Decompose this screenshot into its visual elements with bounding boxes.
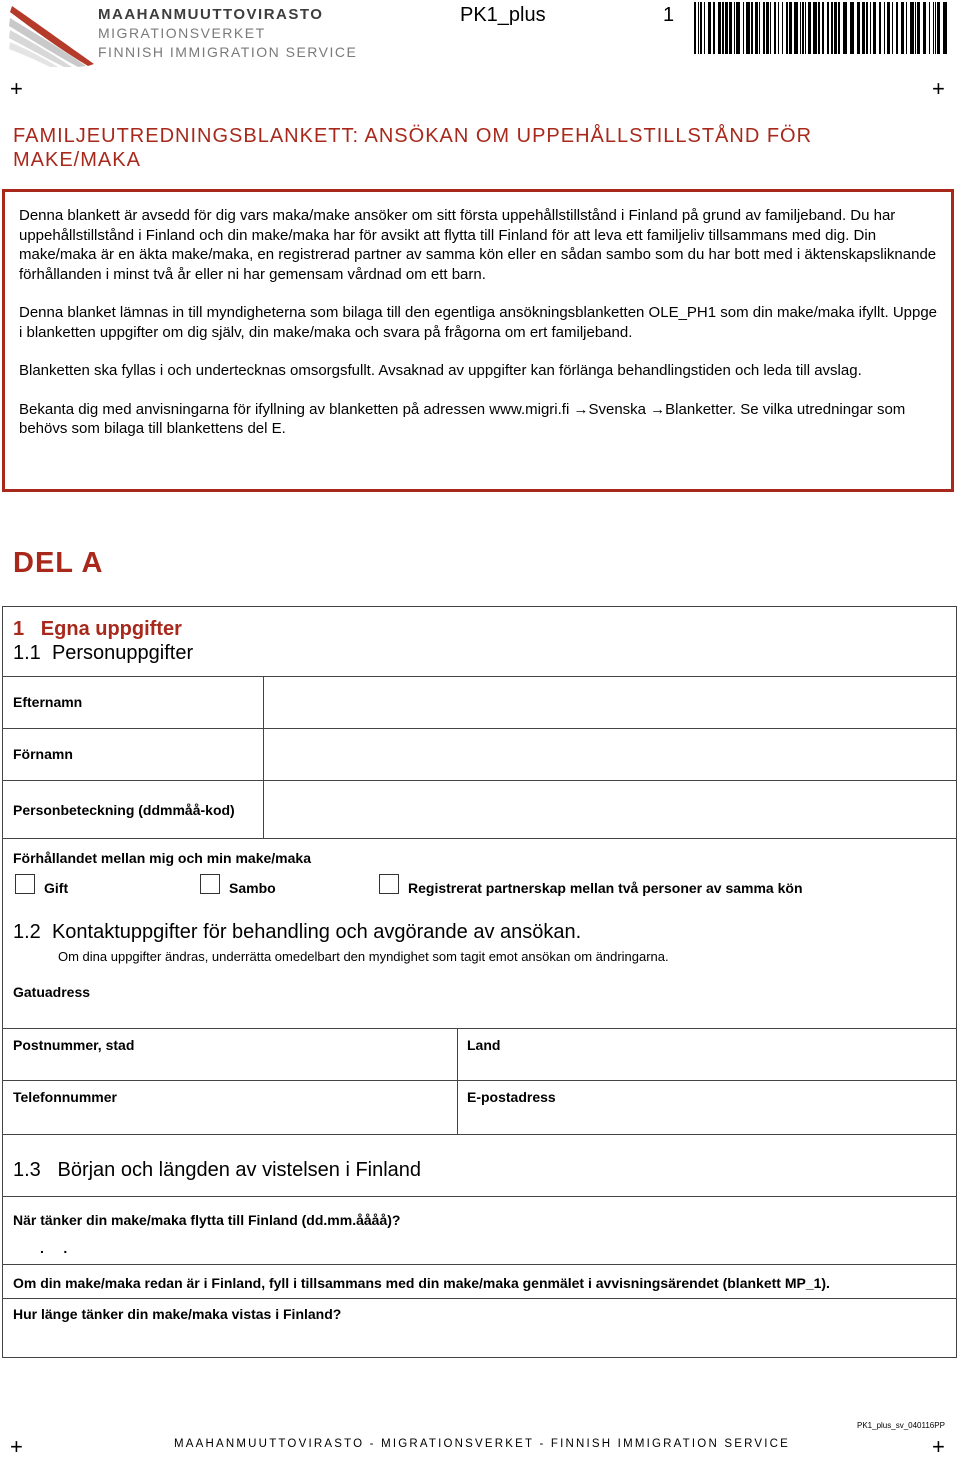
barcode-bar xyxy=(766,2,769,54)
corner-mark-top-right: + xyxy=(932,76,945,101)
subsection-1-2-heading xyxy=(13,921,581,944)
gatuadress-label: Gatuadress xyxy=(13,984,91,1000)
arrow-right-icon: → xyxy=(573,400,589,418)
barcode-bar xyxy=(734,2,735,54)
barcode-bar xyxy=(915,2,916,54)
hur-lange-question: Hur länge tänker din make/maka vistas i Finland? xyxy=(13,1306,342,1322)
partnerskap-checkbox[interactable] xyxy=(379,874,399,894)
logo-line-fi: MAAHANMUUTTOVIRASTO xyxy=(98,6,324,23)
barcode-bar xyxy=(943,2,947,54)
barcode-bar xyxy=(805,2,806,54)
barcode-bar xyxy=(746,2,750,54)
corner-mark-top-left: + xyxy=(10,76,23,101)
section-1-title: Egna uppgifter xyxy=(40,618,182,640)
barcode-bar xyxy=(763,2,765,54)
section-1-heading xyxy=(13,618,182,641)
barcode-bar xyxy=(850,2,854,54)
barcode-bar xyxy=(862,2,865,54)
intro-paragraph-4 xyxy=(19,400,941,439)
barcode-bar xyxy=(759,2,760,54)
subsection-1-2-note: Om dina uppgifter ändras, underrätta omedelbart den myndighet som tagit emot ansökan om ändringarna. xyxy=(58,949,669,964)
barcode-bar xyxy=(751,2,753,54)
land-field[interactable] xyxy=(460,1054,954,1078)
migri-wing-logo xyxy=(8,4,98,68)
page-number: 1 xyxy=(663,4,675,26)
barcode-bar xyxy=(698,2,699,54)
part-heading: DEL A xyxy=(13,547,104,579)
gatuadress-field[interactable] xyxy=(4,1000,954,1026)
barcode-bar xyxy=(857,2,860,54)
barcode-bar xyxy=(831,2,833,54)
corner-mark-bottom-right: + xyxy=(932,1434,945,1459)
flytta-question: När tänker din make/maka flytta till Finland (dd.mm.åååå)? xyxy=(13,1212,401,1228)
barcode-bar xyxy=(822,2,824,54)
barcode-bar xyxy=(818,2,820,54)
efternamn-label: Efternamn xyxy=(13,694,83,710)
barcode-bar xyxy=(884,2,885,54)
barcode-bar xyxy=(892,2,893,54)
barcode-bar xyxy=(722,2,724,54)
barcode-bar xyxy=(808,2,811,54)
intro-paragraph-2: Denna blanket lämnas in till myndigheterna som bilaga till den egentliga ansökningsblanketten OLE_PH1 som din make/maka ifyllt. Uppge i blanketten uppgifter om dig själv, din make/maka och svara på frågorna om ert familjeband. xyxy=(19,304,938,341)
telefon-label: Telefonnummer xyxy=(13,1089,117,1105)
barcode-bar xyxy=(813,2,817,54)
barcode-bar xyxy=(725,2,728,54)
subsection-1-3-number: 1.3 xyxy=(13,1159,41,1181)
barcode-bar xyxy=(935,2,936,54)
logo-line-sv: MIGRATIONSVERKET xyxy=(98,25,266,41)
barcode-bar xyxy=(834,2,837,54)
barcode-bar xyxy=(708,2,711,54)
subsection-1-2-number: 1.2 xyxy=(13,921,41,943)
subsection-1-2-title: Kontaktuppgifter för behandling och avgörande av ansökan. xyxy=(51,921,582,943)
intro-paragraph-3: Blanketten ska fyllas i och undertecknas omsorgsfullt. Avsaknad av uppgifter kan förlänga behandlingstiden och leda till avslag. xyxy=(19,362,862,379)
barcode-bar xyxy=(873,2,876,54)
epost-label: E-postadress xyxy=(467,1089,556,1105)
subsection-1-1-title: Personuppgifter xyxy=(51,642,194,664)
personbeteckning-label: Personbeteckning (ddmmåå-kod) xyxy=(13,802,235,818)
intro-text xyxy=(19,206,941,458)
barcode-bar xyxy=(843,2,847,54)
efternamn-field[interactable] xyxy=(265,678,955,727)
arrow-right-icon: → xyxy=(650,400,666,418)
barcode-bar xyxy=(923,2,926,54)
redan-note: Om din make/maka redan är i Finland, fyll i tillsammans med din make/maka genmälet i avvisningsärendet (blankett MP_1). xyxy=(13,1275,830,1291)
barcode-bar xyxy=(929,2,930,54)
barcode xyxy=(692,2,950,54)
logo-line-en: FINNISH IMMIGRATION SERVICE xyxy=(98,44,358,60)
intro-p1a: Denna blankett är avsedd för dig vars maka/make ansöker om sitt första uppehållstillstånd i Finland på grund av familjeband. Du har uppehållstillstånd i Finland och din make/maka har för avsikt att flytta till Finland för att leva ett familjeliv tillsammans med dig. xyxy=(19,207,896,244)
barcode-bar xyxy=(713,2,715,54)
telefon-field[interactable] xyxy=(4,1106,454,1132)
sambo-label: Sambo xyxy=(229,880,276,896)
barcode-bar xyxy=(743,2,744,54)
subsection-1-1-heading xyxy=(13,642,193,665)
barcode-bar xyxy=(770,2,771,54)
gift-label: Gift xyxy=(44,880,69,896)
fornamn-field[interactable] xyxy=(265,730,955,779)
postnummer-label: Postnummer, stad xyxy=(13,1037,135,1053)
corner-mark-bottom-left: + xyxy=(10,1434,23,1459)
form-title: FAMILJEUTREDNINGSBLANKETT: ANSÖKAN OM UPPEHÅLLSTILLSTÅND FÖR MAKE/MAKA xyxy=(13,125,813,171)
footer-form-code: PK1_plus_sv_040116PP xyxy=(857,1421,945,1430)
intro-p4a: Bekanta dig med anvisningarna för ifyllning av blanketten på adressen www.migri.fi xyxy=(19,400,574,418)
subsection-1-1-number: 1.1 xyxy=(13,642,41,664)
barcode-bar xyxy=(937,2,940,54)
intro-p1b: Din make/maka är en äkta make/maka, en registrerad partner av samma kön eller en sådan sambo som du har bott med i äktenskapsliknande förhållanden i minst två år eller ni har gemensam vårdnad om ett barn. xyxy=(19,226,937,283)
barcode-bar xyxy=(694,2,696,54)
sambo-checkbox[interactable] xyxy=(200,874,220,894)
barcode-bar xyxy=(729,2,732,54)
barcode-bar xyxy=(736,2,740,54)
barcode-bar xyxy=(786,2,788,54)
barcode-bar xyxy=(906,2,907,54)
hur-lange-field[interactable] xyxy=(4,1324,954,1356)
barcode-bar xyxy=(910,2,914,54)
epost-field[interactable] xyxy=(460,1106,954,1132)
barcode-bar xyxy=(879,2,881,54)
fornamn-label: Förnamn xyxy=(13,746,73,762)
barcode-bar xyxy=(870,2,871,54)
subsection-1-3-title: Början och längden av vistelsen i Finland xyxy=(57,1159,422,1181)
form-code: PK1_plus xyxy=(460,4,546,26)
footer-agency: MAAHANMUUTTOVIRASTO - MIGRATIONSVERKET - FINNISH IMMIGRATION SERVICE xyxy=(174,1438,791,1450)
postnummer-field[interactable] xyxy=(4,1054,454,1078)
partnerskap-label: Registrerat partnerskap mellan två personer av samma kön xyxy=(408,880,803,896)
barcode-bar xyxy=(866,2,868,54)
flytta-date-field[interactable]: . . xyxy=(40,1240,68,1256)
barcode-bar xyxy=(789,2,792,54)
logo xyxy=(8,4,98,68)
section-1-number: 1 xyxy=(13,618,25,640)
gift-checkbox[interactable] xyxy=(15,874,35,894)
barcode-bar xyxy=(778,2,779,54)
personbeteckning-field[interactable] xyxy=(265,782,955,837)
barcode-bar xyxy=(802,2,804,54)
land-label: Land xyxy=(467,1037,501,1053)
barcode-bar xyxy=(774,2,776,54)
intro-p4c: Blanketter. Se vilka utredningar som behövs som bilaga till blankettens del E. xyxy=(19,400,906,437)
subsection-1-3-heading xyxy=(13,1159,421,1182)
barcode-bar xyxy=(838,2,840,54)
barcode-bar xyxy=(718,2,721,54)
agency-name xyxy=(98,5,357,62)
barcode-bar xyxy=(782,2,783,54)
intro-p4b: Svenska xyxy=(588,400,651,418)
relation-label: Förhållandet mellan mig och min make/maka xyxy=(13,850,311,866)
barcode-bar xyxy=(887,2,890,54)
barcode-bar xyxy=(901,2,904,54)
barcode-bar xyxy=(794,2,798,54)
barcode-bar xyxy=(800,2,801,54)
barcode-bar xyxy=(700,2,702,54)
intro-paragraph-1 xyxy=(19,206,941,284)
barcode-bar xyxy=(917,2,920,54)
barcode-bar xyxy=(704,2,705,54)
barcode-bar xyxy=(896,2,898,54)
barcode-bar xyxy=(755,2,758,54)
barcode-bar xyxy=(933,2,934,54)
barcode-bar xyxy=(827,2,829,54)
